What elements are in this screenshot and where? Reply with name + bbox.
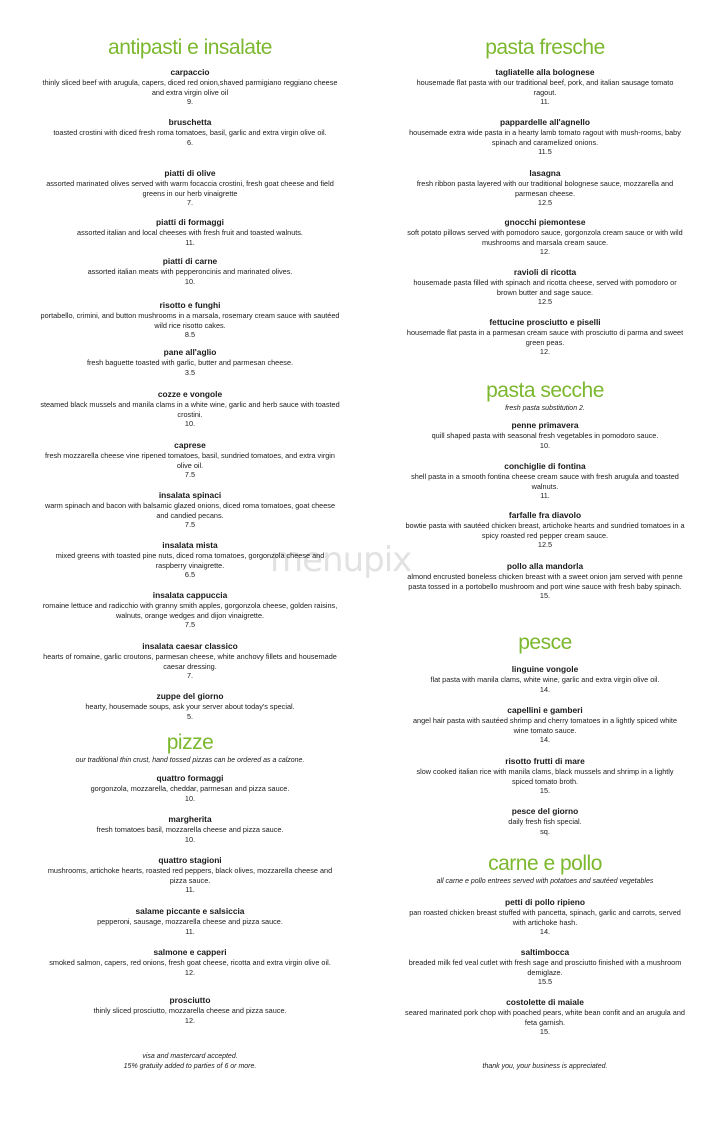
menu-item: [40, 300, 340, 340]
menu-item-price: 7.5: [184, 620, 196, 630]
menu-item-description: hearty, housemade soups, ask your server about today's special.: [85, 702, 295, 711]
menu-item-name: gnocchi piemontese: [504, 217, 586, 227]
menu-item-price: 5.: [186, 711, 194, 721]
menu-item-description: daily fresh fish special.: [508, 817, 582, 826]
menu-item-name: insalata spinaci: [158, 490, 222, 500]
menu-item: [40, 440, 340, 480]
menu-item-price: 11.: [185, 237, 195, 247]
menu-item: [405, 664, 685, 694]
menu-item-price: 15.: [539, 1027, 551, 1037]
menu-item: [405, 267, 685, 307]
menu-item-price: 3.5: [184, 367, 196, 377]
menu-item: [405, 510, 685, 550]
menu-item-name: petti di pollo ripieno: [504, 897, 586, 907]
menu-item: [40, 389, 340, 429]
menu-item-name: tagliatelle alla bolognese: [495, 67, 595, 77]
menu-item-price: 12.5: [537, 198, 553, 208]
menu-item: [405, 756, 685, 796]
menu-item: [405, 705, 685, 745]
menu-item-name: lasagna: [529, 168, 561, 178]
menu-item-description: slow cooked italian rice with manila clams, black mussels and shrimp in a lightly spiced tomato broth.: [416, 767, 674, 786]
menu-item-price: 7.5: [184, 470, 196, 480]
payment-footer: visa and mastercard accepted. 15% gratuity added to parties of 6 or more.: [123, 1053, 257, 1070]
menu-item-name: conchiglie di fontina: [504, 461, 586, 471]
menu-item-name: linguine vongole: [511, 664, 579, 674]
menu-item-price: 14.: [539, 684, 551, 694]
menu-item: [405, 67, 685, 107]
menu-item-description: thinly sliced prosciutto, mozzarella cheese and pizza sauce.: [93, 1006, 287, 1015]
menu-item-name: carpaccio: [170, 67, 210, 77]
menu-item: [405, 317, 685, 357]
menu-item-description: fresh ribbon pasta layered with our traditional bolognese sauce, mozzarella and parmesan cheese.: [416, 179, 674, 198]
section-title-carne-e-pollo: carne e pollo all carne e pollo entrees served with potatoes and sautéed vegetables: [405, 852, 685, 886]
menu-item-name: risotto frutti di mare: [505, 756, 585, 766]
menu-item-name: pane all'aglio: [163, 347, 217, 357]
menu-item: [405, 997, 685, 1037]
menu-item-price: 10.: [184, 276, 196, 286]
menu-item: [405, 217, 685, 257]
menu-item-description: mixed greens with toasted pine nuts, diced roma tomatoes, gorgonzola cheese and raspberry vinaigrette.: [55, 551, 325, 570]
menu-item: [40, 814, 340, 844]
menu-item-name: farfalle fra diavolo: [508, 510, 582, 520]
menu-item-description: mushrooms, artichoke hearts, roasted red peppers, black olives, mozzarella cheese and pizza sauce.: [47, 866, 333, 885]
menu-item-price: 14.: [539, 927, 551, 937]
menu-item-description: pan roasted chicken breast stuffed with pancetta, spinach, garlic and carrots, served with artichoke hash.: [409, 908, 681, 927]
menu-item-price: 10.: [539, 440, 551, 450]
menu-item-description: breaded milk fed veal cutlet with fresh sage and prosciutto finished with a mushroom demiglaze.: [408, 958, 682, 977]
menu-item-name: quattro stagioni: [158, 855, 222, 865]
menu-item-description: shell pasta in a smooth fontina cheese cream sauce with fresh arugula and toasted walnuts.: [411, 472, 679, 491]
menu-item: [40, 947, 340, 977]
menu-item-name: saltimbocca: [520, 947, 570, 957]
menu-item-price: 12.: [539, 347, 551, 357]
menu-item: [40, 641, 340, 681]
menu-item-price: 15.: [539, 591, 551, 601]
menu-item-price: 7.5: [184, 520, 196, 530]
menu-item-name: pesce del giorno: [511, 806, 579, 816]
menu-item: [40, 168, 340, 208]
menu-item-price: 7.: [186, 198, 194, 208]
menu-item: [40, 540, 340, 580]
menu-item-description: housemade extra wide pasta in a hearty lamb tomato ragout with mush-rooms, baby spinach and caramelized onions.: [409, 128, 681, 147]
menu-item-description: housemade pasta filled with spinach and ricotta cheese, served with pomodoro or brown butter and sage sauce.: [413, 278, 677, 297]
menu-item-description: assorted italian meats with pepperoncinis and marinated olives.: [87, 267, 293, 276]
menu-item-name: fettucine prosciutto e piselli: [489, 317, 601, 327]
menu-item-price: 11.: [185, 926, 195, 936]
menu-item: [405, 461, 685, 501]
menu-item-description: angel hair pasta with sautéed shrimp and cherry tomatoes in a lightly spiced white wine tomato sauce.: [412, 716, 678, 735]
menu-item-name: piatti di formaggi: [156, 217, 224, 227]
menu-item-name: pappardelle all'agnello: [500, 117, 590, 127]
menu-item-description: flat pasta with manila clams, white wine, garlic and extra virgin olive oil.: [430, 675, 660, 684]
thank-you-footer: thank you, your business is appreciated.: [482, 1063, 608, 1070]
menu-item-description: smoked salmon, capers, red onions, fresh goat cheese, ricotta and extra virgin olive oil.: [49, 958, 331, 967]
menu-item-description: quill shaped pasta with seasonal fresh vegetables in pomodoro sauce.: [431, 431, 659, 440]
section-title-pizze: pizze our traditional thin crust, hand tossed pizzas can be ordered as a calzone.: [40, 731, 340, 765]
menu-item: [40, 855, 340, 895]
menu-item-name: zuppe del giorno: [156, 691, 224, 701]
menu-item: [40, 773, 340, 803]
menu-item-name: capellini e gamberi: [507, 705, 583, 715]
menu-item-price: 11.: [185, 885, 195, 895]
menu-item-description: fresh mozzarella cheese vine ripened tomatoes, basil, sundried tomatoes, and extra virgin olive oil.: [44, 451, 335, 470]
menu-item-description: steamed black mussels and manila clams in a white wine, garlic and herb sauce with toasted crostini.: [40, 400, 340, 419]
menu-item-name: prosciutto: [169, 995, 211, 1005]
pizze-note: our traditional thin crust, hand tossed pizzas can be ordered as a calzone.: [75, 757, 305, 764]
menu-item-description: thinly sliced beef with arugula, capers, diced red onion,shaved parmigiano reggiano cheese and extra virgin olive oil: [42, 78, 338, 97]
menu-item-description: housemade flat pasta with our traditional beef, pork, and italian sausage tomato ragout.: [416, 78, 674, 97]
menu-item-name: costolette di maiale: [506, 997, 584, 1007]
menu-item: [405, 561, 685, 601]
menu-item-description: toasted crostini with diced fresh roma tomatoes, basil, garlic and extra virgin olive oil.: [53, 128, 327, 137]
menu-item-name: ravioli di ricotta: [513, 267, 577, 277]
pasta-secche-note: fresh pasta substitution 2.: [505, 405, 585, 412]
menu-item-name: insalata caesar classico: [142, 641, 238, 651]
carne-e-pollo-note: all carne e pollo entrees served with potatoes and sautéed vegetables: [436, 878, 654, 885]
menu-item-description: almond encrusted boneless chicken breast with a sweet onion jam served with penne pasta tossed in a portobello mushroom and port wine sauce with fresh baby spinach.: [407, 572, 683, 591]
menu-item-description: hearts of romaine, garlic croutons, parmesan cheese, white anchovy fillets and housemade caesar dressing.: [43, 652, 337, 671]
menu-item-name: bruschetta: [168, 117, 212, 127]
menu-item-description: assorted italian and local cheeses with fresh fruit and toasted walnuts.: [77, 228, 303, 237]
menu-item-name: pollo alla mandorla: [506, 561, 584, 571]
menu-item-description: housemade flat pasta in a parmesan cream sauce with prosciutto di parma and sweet green peas.: [406, 328, 684, 347]
menu-item-name: piatti di carne: [162, 256, 218, 266]
menu-item-price: 12.5: [537, 297, 553, 307]
menu-item-price: 7.: [186, 671, 194, 681]
menu-item-price: 11.: [540, 97, 550, 107]
menu-item-price: 6.: [186, 137, 194, 147]
menu-item: [40, 347, 340, 377]
menu-item-price: 6.5: [184, 570, 196, 580]
menu-item-price: 8.5: [184, 330, 196, 340]
menu-item-description: bowtie pasta with sautéed chicken breast, artichoke hearts and sundried tomatoes in a spicy roasted red pepper cream sauce.: [405, 521, 685, 540]
menu-item: [40, 490, 340, 530]
menu-item: [405, 117, 685, 157]
menu-item-price: 10.: [184, 793, 196, 803]
menu-item-price: 12.: [539, 247, 551, 257]
menu-item-name: salame piccante e salsiccia: [135, 906, 245, 916]
menu-item-description: pepperoni, sausage, mozzarella cheese and pizza sauce.: [97, 917, 283, 926]
menu-item: [405, 420, 685, 450]
menu-item-price: 11.5: [538, 147, 552, 157]
menu-item-name: insalata cappuccia: [152, 590, 228, 600]
menu-item-price: 10.: [184, 834, 196, 844]
menu-item-price: 12.: [184, 1015, 196, 1025]
menu-item-description: romaine lettuce and radicchio with granny smith apples, gorgonzola cheese, golden raisins, walnuts, orange wedges and dijon vinaigrette.: [42, 601, 338, 620]
menu-item: [40, 117, 340, 147]
menu-item: [40, 67, 340, 107]
menu-item-price: 10.: [184, 419, 196, 429]
menu-item: [40, 995, 340, 1025]
menu-item: [405, 947, 685, 987]
menu-item-description: fresh tomatoes basil, mozzarella cheese and pizza sauce.: [96, 825, 284, 834]
menu-item-price: 12.5: [537, 540, 553, 550]
menu-item: [40, 256, 340, 286]
menu-item-name: risotto e funghi: [159, 300, 221, 310]
menu-item: [40, 217, 340, 247]
menu-item-price: 14.: [539, 735, 551, 745]
menu-item-description: portabello, crimini, and button mushrooms in a marsala, rosemary cream sauce with sautéed wild rice risotto cakes.: [40, 311, 340, 330]
menu-item-price: 15.: [539, 786, 551, 796]
menu-item-price: 11.: [540, 491, 550, 501]
menu-item-name: penne primavera: [511, 420, 579, 430]
menu-item-description: gorgonzola, mozzarella, cheddar, parmesan and pizza sauce.: [90, 784, 290, 793]
menu-item-name: cozze e vongole: [157, 389, 223, 399]
menu-item-description: soft potato pillows served with pomodoro sauce, gorgonzola cream sauce or with wild mushrooms and marsala cream sauce.: [407, 228, 683, 247]
section-title-pasta-fresche: pasta fresche: [485, 36, 605, 59]
menu-item-name: margherita: [168, 814, 212, 824]
menu-item: [405, 168, 685, 208]
menu-item: [405, 897, 685, 937]
menu-item: [40, 691, 340, 721]
menu-item: [405, 806, 685, 836]
menu-item-description: warm spinach and bacon with balsamic glazed onions, diced roma tomatoes, goat cheese and candied pecans.: [44, 501, 335, 520]
menu-item-name: caprese: [174, 440, 206, 450]
menu-item-name: salmone e capperi: [153, 947, 227, 957]
section-title-pasta-secche: pasta secche fresh pasta substitution 2.: [405, 379, 685, 413]
menu-item-description: seared marinated pork chop with poached pears, white bean confit and an arugula and feta garnish.: [405, 1008, 685, 1027]
menu-item: [40, 590, 340, 630]
menu-item-price: 12.: [184, 967, 196, 977]
section-title-antipasti: antipasti e insalate: [108, 36, 272, 59]
menu-item-price: 15.5: [537, 977, 553, 987]
menu-item-price: 9.: [186, 97, 194, 107]
menu-item-description: fresh baguette toasted with garlic, butter and parmesan cheese.: [86, 358, 294, 367]
menu-item-name: piatti di olive: [164, 168, 216, 178]
menu-item-price: sq.: [540, 826, 550, 836]
menu-item-name: insalata mista: [162, 540, 218, 550]
menu-item-name: quattro formaggi: [156, 773, 224, 783]
section-title-pesce: pesce: [518, 631, 572, 654]
watermark: menupix: [270, 540, 412, 580]
menu-item-description: assorted marinated olives served with warm focaccia crostini, fresh goat cheese and field greens in our herb vinaigrette: [46, 179, 334, 198]
menu-item: [40, 906, 340, 936]
